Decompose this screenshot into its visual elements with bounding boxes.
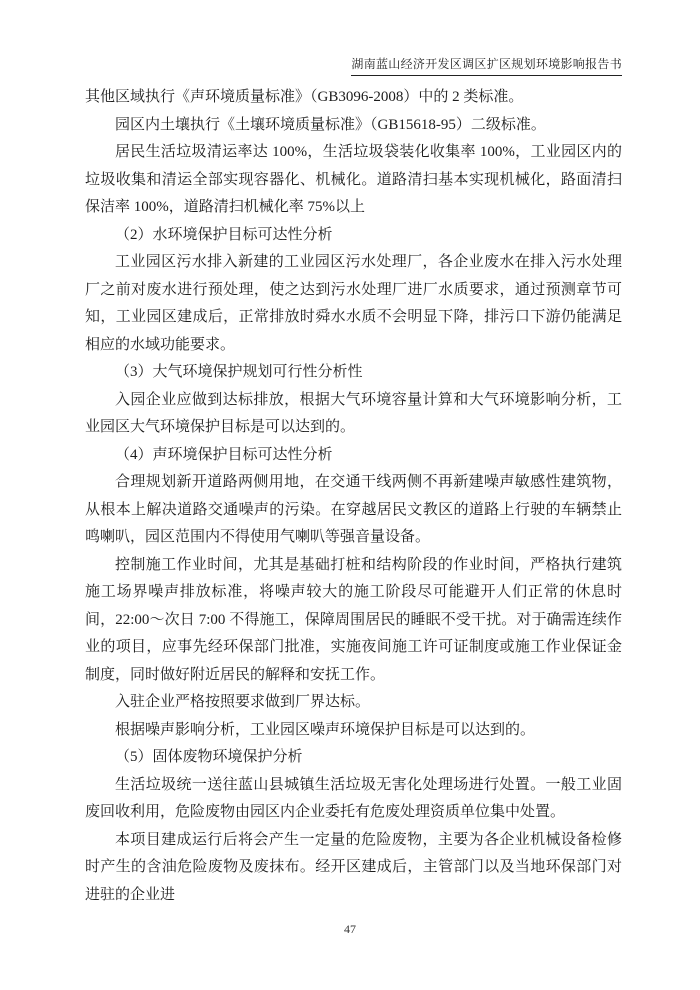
- section-heading: （5）固体废物环境保护分析: [115, 749, 303, 765]
- body-paragraph: 根据噪声影响分析，工业园区噪声环境保护目标是可以达到的。: [115, 721, 536, 738]
- body-paragraph: 居民生活垃圾清运率达 100%，生活垃圾袋装化收集率 100%，工业园区内的垃圾收集和清运全部实现容器化、机械化。道路清扫基本实现机械化，路面清扫保洁率 100%，道路清扫机械化率 75%以上: [85, 144, 622, 215]
- section-heading: （2）水环境保护目标可达性分析: [115, 226, 333, 243]
- body-paragraph: 合理规划新开道路两侧用地，在交通干线两侧不再新建噪声敏感性建筑物，从根本上解决道路交通噪声的污染。在穿越居民文教区的道路上行驶的车辆禁止鸣喇叭，园区范围内不得使用气喇叭等强音量设备。: [85, 474, 622, 545]
- document-body: [85, 84, 622, 909]
- body-paragraph: 本项目建成运行后将会产生一定量的危险废物，主要为各企业机械设备检修时产生的含油危险废物及废抹布。经开区建成后，主管部门以及当地环保部门对进驻的企业进: [85, 831, 622, 903]
- body-paragraph: 入园企业应做到达标排放，根据大气环境容量计算和大气环境影响分析，工业园区大气环境保护目标是可以达到的。: [85, 391, 622, 435]
- section-heading: （4）声环境保护目标可达性分析: [115, 446, 333, 463]
- page-header: [85, 55, 622, 76]
- body-paragraph: 园区内土壤执行《土壤环境质量标准》（GB15618-95）二级标准。: [115, 116, 546, 133]
- header-title: 湖南蓝山经济开发区调区扩区规划环境影响报告书: [351, 56, 622, 76]
- body-paragraph: 生活垃圾统一送往蓝山县城镇生活垃圾无害化处理场进行处置。一般工业固废回收利用，危险废物由园区内企业委托有危废处理资质单位集中处置。: [85, 776, 622, 820]
- body-paragraph-continuation: 其他区域执行《声环境质量标准》（GB3096-2008）中的 2 类标准。: [85, 89, 524, 105]
- section-heading: （3）大气环境保护规划可行性分析性: [115, 364, 363, 380]
- body-paragraph: 控制施工作业时间，尤其是基础打桩和结构阶段的作业时间，严格执行建筑施工场界噪声排放标准，将噪声较大的施工阶段尽可能避开人们正常的休息时间，22:00～次日 7:00 不得施工，保障周围居民的睡眠不受干扰。对于确需连续作业的项目，应事先经环保部门批准，实施夜间施工许可证制度或施工作业保证金制度，同时做好附近居民的解释和安抚工作。: [85, 556, 622, 683]
- page-footer: [0, 920, 700, 938]
- page-number: 47: [344, 922, 356, 936]
- body-paragraph: 入驻企业严格按照要求做到厂界达标。: [115, 694, 371, 710]
- body-paragraph: 工业园区污水排入新建的工业园区污水处理厂，各企业废水在排入污水处理厂之前对废水进行预处理，使之达到污水处理厂进厂水质要求，通过预测章节可知，工业园区建成后，正常排放时舜水水质不会明显下降，排污口下游仍能满足相应的水域功能要求。: [85, 254, 622, 353]
